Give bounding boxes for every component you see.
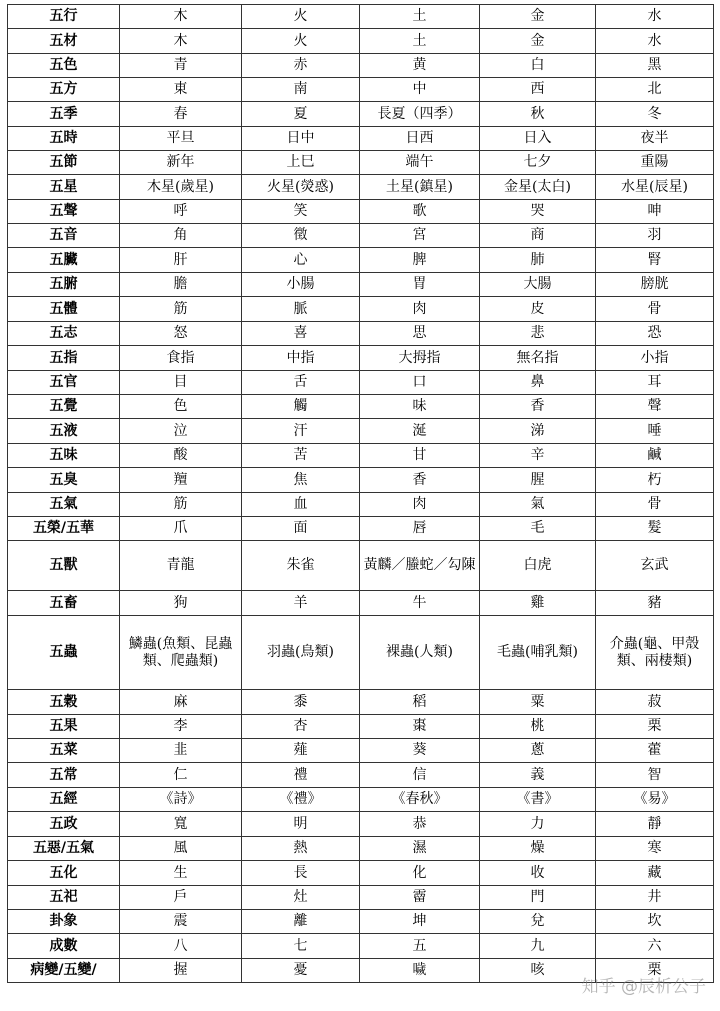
table-cell: 門 — [480, 886, 596, 910]
table-cell: 骨 — [596, 493, 714, 517]
table-cell: 恐 — [596, 322, 714, 346]
table-cell: 青龍 — [120, 541, 242, 591]
table-cell: 羽蟲(鳥類) — [242, 616, 360, 690]
table-cell: 涎 — [360, 419, 480, 444]
row-header-cell: 五志 — [8, 322, 120, 346]
table-cell: 唾 — [596, 419, 714, 444]
table-cell: 坎 — [596, 910, 714, 934]
table-cell: 血 — [242, 493, 360, 517]
table-cell: 裸蟲(人類) — [360, 616, 480, 690]
table-cell: 杏 — [242, 715, 360, 739]
table-cell: 面 — [242, 517, 360, 541]
table-cell: 心 — [242, 248, 360, 273]
table-cell: 五 — [360, 934, 480, 959]
table-cell: 歌 — [360, 200, 480, 224]
table-cell: 無名指 — [480, 346, 596, 371]
table-row — [8, 690, 714, 715]
row-header-cell: 五獸 — [8, 541, 120, 591]
table-cell: 寬 — [120, 812, 242, 837]
table-cell: 冬 — [596, 102, 714, 127]
row-header-cell: 五臟 — [8, 248, 120, 273]
table-cell: 水 — [596, 29, 714, 54]
table-cell: 朽 — [596, 468, 714, 493]
table-row — [8, 493, 714, 517]
table-cell: 明 — [242, 812, 360, 837]
table-row — [8, 273, 714, 297]
table-cell: 大腸 — [480, 273, 596, 297]
row-header-cell: 五音 — [8, 224, 120, 248]
watermark: 知乎 @辰析公子 — [581, 977, 706, 997]
table-cell: 小腸 — [242, 273, 360, 297]
row-header-cell: 五覺 — [8, 395, 120, 419]
table-cell: 黑 — [596, 54, 714, 78]
table-cell: 鹹 — [596, 444, 714, 468]
row-header-cell: 五菜 — [8, 739, 120, 763]
table-row — [8, 78, 714, 102]
table-cell: 仁 — [120, 763, 242, 788]
table-cell: 鼻 — [480, 371, 596, 395]
table-cell: 《禮》 — [242, 788, 360, 812]
table-cell: 毛蟲(哺乳類) — [480, 616, 596, 690]
table-row — [8, 934, 714, 959]
table-row — [8, 5, 714, 29]
table-cell: 土星(鎮星) — [360, 175, 480, 200]
table-cell: 羊 — [242, 591, 360, 616]
table-cell: 中 — [360, 78, 480, 102]
table-cell: 小指 — [596, 346, 714, 371]
table-cell: 信 — [360, 763, 480, 788]
row-header-cell: 五政 — [8, 812, 120, 837]
table-cell: 藿 — [596, 739, 714, 763]
table-cell: 熱 — [242, 837, 360, 861]
row-header-cell: 五液 — [8, 419, 120, 444]
table-cell: 葵 — [360, 739, 480, 763]
table-cell: 涕 — [480, 419, 596, 444]
table-cell: 焦 — [242, 468, 360, 493]
table-cell: 中指 — [242, 346, 360, 371]
table-cell: 戶 — [120, 886, 242, 910]
table-cell: 肺 — [480, 248, 596, 273]
table-cell: 化 — [360, 861, 480, 886]
table-cell: 栗 — [596, 959, 714, 983]
table-cell: 金 — [480, 5, 596, 29]
table-row — [8, 224, 714, 248]
table-cell: 悲 — [480, 322, 596, 346]
table-cell: 舌 — [242, 371, 360, 395]
table-cell: 夏 — [242, 102, 360, 127]
five-elements-table — [7, 4, 714, 983]
table-cell: 新年 — [120, 151, 242, 175]
table-cell: 徵 — [242, 224, 360, 248]
table-cell: 呻 — [596, 200, 714, 224]
table-cell: 雞 — [480, 591, 596, 616]
table-cell: 噦 — [360, 959, 480, 983]
table-cell: 腎 — [596, 248, 714, 273]
table-cell: 目 — [120, 371, 242, 395]
table-cell: 鱗蟲(魚類、昆蟲類、爬蟲類) — [120, 616, 242, 690]
table-cell: 棗 — [360, 715, 480, 739]
table-cell: 平旦 — [120, 127, 242, 151]
table-cell: 思 — [360, 322, 480, 346]
row-header-cell: 五聲 — [8, 200, 120, 224]
table-cell: 木 — [120, 5, 242, 29]
table-cell: 離 — [242, 910, 360, 934]
table-cell: 六 — [596, 934, 714, 959]
table-cell: 咳 — [480, 959, 596, 983]
row-header-cell: 五星 — [8, 175, 120, 200]
row-header-cell: 五季 — [8, 102, 120, 127]
row-header-cell: 五方 — [8, 78, 120, 102]
row-header-cell: 五惡/五氣 — [8, 837, 120, 861]
table-cell: 收 — [480, 861, 596, 886]
table-cell: 東 — [120, 78, 242, 102]
table-cell: 義 — [480, 763, 596, 788]
table-cell: 膀胱 — [596, 273, 714, 297]
table-cell: 恭 — [360, 812, 480, 837]
row-header-cell: 五官 — [8, 371, 120, 395]
table-cell: 呼 — [120, 200, 242, 224]
table-row — [8, 151, 714, 175]
row-header-cell: 五祀 — [8, 886, 120, 910]
table-cell: 南 — [242, 78, 360, 102]
table-row — [8, 763, 714, 788]
table-cell: 秋 — [480, 102, 596, 127]
table-cell: 《詩》 — [120, 788, 242, 812]
row-header-cell: 五節 — [8, 151, 120, 175]
table-cell: 皮 — [480, 297, 596, 322]
table-row — [8, 200, 714, 224]
table-cell: 日中 — [242, 127, 360, 151]
table-cell: 辛 — [480, 444, 596, 468]
table-cell: 泣 — [120, 419, 242, 444]
table-cell: 麻 — [120, 690, 242, 715]
row-header-cell: 五色 — [8, 54, 120, 78]
table-cell: 火 — [242, 29, 360, 54]
table-cell: 角 — [120, 224, 242, 248]
table-cell: 《書》 — [480, 788, 596, 812]
table-cell: 羽 — [596, 224, 714, 248]
table-cell: 憂 — [242, 959, 360, 983]
table-cell: 黃麟／螣蛇／勾陳 — [360, 541, 480, 591]
table-cell: 肉 — [360, 297, 480, 322]
table-cell: 七夕 — [480, 151, 596, 175]
table-cell: 栗 — [596, 715, 714, 739]
row-header-cell: 五化 — [8, 861, 120, 886]
table-cell: 坤 — [360, 910, 480, 934]
table-cell: 耳 — [596, 371, 714, 395]
table-cell: 端午 — [360, 151, 480, 175]
table-cell: 上巳 — [242, 151, 360, 175]
row-header-cell: 五行 — [8, 5, 120, 29]
table-cell: 黄 — [360, 54, 480, 78]
row-header-cell: 五材 — [8, 29, 120, 54]
table-cell: 香 — [360, 468, 480, 493]
table-cell: 《春秋》 — [360, 788, 480, 812]
row-header-cell: 五經 — [8, 788, 120, 812]
row-header-cell: 五穀 — [8, 690, 120, 715]
table-row — [8, 739, 714, 763]
row-header-cell: 五臭 — [8, 468, 120, 493]
table-cell: 玄武 — [596, 541, 714, 591]
table-cell: 青 — [120, 54, 242, 78]
table-cell: 土 — [360, 29, 480, 54]
table-cell: 井 — [596, 886, 714, 910]
table-cell: 智 — [596, 763, 714, 788]
table-cell: 赤 — [242, 54, 360, 78]
table-cell: 長夏（四季） — [360, 102, 480, 127]
table-cell: 色 — [120, 395, 242, 419]
table-cell: 羶 — [120, 468, 242, 493]
table-row — [8, 959, 714, 983]
table-cell: 重陽 — [596, 151, 714, 175]
table-cell: 食指 — [120, 346, 242, 371]
table-cell: 夜半 — [596, 127, 714, 151]
table-row — [8, 616, 714, 690]
table-row — [8, 886, 714, 910]
table-cell: 白 — [480, 54, 596, 78]
table-cell: 西 — [480, 78, 596, 102]
table-cell: 黍 — [242, 690, 360, 715]
table-row — [8, 395, 714, 419]
row-header-cell: 五果 — [8, 715, 120, 739]
table-cell: 金 — [480, 29, 596, 54]
table-cell: 靜 — [596, 812, 714, 837]
table-row — [8, 127, 714, 151]
table-cell: 菽 — [596, 690, 714, 715]
table-cell: 肉 — [360, 493, 480, 517]
row-header-cell: 五榮/五華 — [8, 517, 120, 541]
table-cell: 粟 — [480, 690, 596, 715]
table-cell: 味 — [360, 395, 480, 419]
row-header-cell: 五蟲 — [8, 616, 120, 690]
table-row — [8, 837, 714, 861]
table-cell: 禮 — [242, 763, 360, 788]
table-cell: 木星(歲星) — [120, 175, 242, 200]
table-cell: 蔥 — [480, 739, 596, 763]
table-cell: 九 — [480, 934, 596, 959]
table-cell: 火 — [242, 5, 360, 29]
row-header-cell: 五氣 — [8, 493, 120, 517]
table-cell: 李 — [120, 715, 242, 739]
table-cell: 筋 — [120, 297, 242, 322]
table-cell: 桃 — [480, 715, 596, 739]
table-cell: 氣 — [480, 493, 596, 517]
table-cell: 脾 — [360, 248, 480, 273]
table-cell: 介蟲(龜、甲殼類、兩棲類) — [596, 616, 714, 690]
table-cell: 香 — [480, 395, 596, 419]
table-cell: 寒 — [596, 837, 714, 861]
table-row — [8, 517, 714, 541]
table-cell: 狗 — [120, 591, 242, 616]
table-cell: 膽 — [120, 273, 242, 297]
table-row — [8, 910, 714, 934]
table-cell: 聲 — [596, 395, 714, 419]
row-header-cell: 五畜 — [8, 591, 120, 616]
table-cell: 口 — [360, 371, 480, 395]
table-cell: 北 — [596, 78, 714, 102]
row-header-cell: 五時 — [8, 127, 120, 151]
table-cell: 商 — [480, 224, 596, 248]
table-cell: 怒 — [120, 322, 242, 346]
table-cell: 兌 — [480, 910, 596, 934]
table-cell: 脈 — [242, 297, 360, 322]
table-cell: 七 — [242, 934, 360, 959]
table-cell: 牛 — [360, 591, 480, 616]
table-cell: 震 — [120, 910, 242, 934]
table-cell: 酸 — [120, 444, 242, 468]
table-row — [8, 419, 714, 444]
table-cell: 觸 — [242, 395, 360, 419]
table-row — [8, 541, 714, 591]
table-row — [8, 444, 714, 468]
table-row — [8, 248, 714, 273]
table-row — [8, 371, 714, 395]
table-cell: 腥 — [480, 468, 596, 493]
table-cell: 長 — [242, 861, 360, 886]
table-cell: 毛 — [480, 517, 596, 541]
table-row — [8, 29, 714, 54]
table-row — [8, 346, 714, 371]
table-cell: 豬 — [596, 591, 714, 616]
table-cell: 筋 — [120, 493, 242, 517]
table-cell: 韭 — [120, 739, 242, 763]
table-cell: 朱雀 — [242, 541, 360, 591]
table-cell: 唇 — [360, 517, 480, 541]
table-cell: 白虎 — [480, 541, 596, 591]
table-cell: 宮 — [360, 224, 480, 248]
table-cell: 肝 — [120, 248, 242, 273]
table-row — [8, 861, 714, 886]
row-header-cell: 五常 — [8, 763, 120, 788]
row-header-cell: 卦象 — [8, 910, 120, 934]
table-row — [8, 591, 714, 616]
table-cell: 握 — [120, 959, 242, 983]
table-cell: 日西 — [360, 127, 480, 151]
table-cell: 稻 — [360, 690, 480, 715]
table-cell: 喜 — [242, 322, 360, 346]
table-row — [8, 322, 714, 346]
table-cell: 力 — [480, 812, 596, 837]
table-cell: 骨 — [596, 297, 714, 322]
table-cell: 風 — [120, 837, 242, 861]
table-row — [8, 175, 714, 200]
table-row — [8, 102, 714, 127]
table-row — [8, 468, 714, 493]
table-cell: 火星(熒惑) — [242, 175, 360, 200]
table-cell: 苦 — [242, 444, 360, 468]
table-cell: 薤 — [242, 739, 360, 763]
row-header-cell: 病變/五變/ — [8, 959, 120, 983]
table-cell: 藏 — [596, 861, 714, 886]
row-header-cell: 五腑 — [8, 273, 120, 297]
table-cell: 胃 — [360, 273, 480, 297]
table-cell: 木 — [120, 29, 242, 54]
row-header-cell: 五指 — [8, 346, 120, 371]
table-row — [8, 788, 714, 812]
table-cell: 水 — [596, 5, 714, 29]
table-cell: 哭 — [480, 200, 596, 224]
table-cell: 八 — [120, 934, 242, 959]
table-cell: 笑 — [242, 200, 360, 224]
table-container — [7, 4, 713, 983]
table-row — [8, 54, 714, 78]
table-row — [8, 715, 714, 739]
table-cell: 甘 — [360, 444, 480, 468]
table-cell: 生 — [120, 861, 242, 886]
table-cell: 爪 — [120, 517, 242, 541]
row-header-cell: 成數 — [8, 934, 120, 959]
table-cell: 日入 — [480, 127, 596, 151]
table-cell: 霤 — [360, 886, 480, 910]
table-cell: 髮 — [596, 517, 714, 541]
table-cell: 金星(太白) — [480, 175, 596, 200]
table-cell: 土 — [360, 5, 480, 29]
table-row — [8, 812, 714, 837]
row-header-cell: 五體 — [8, 297, 120, 322]
table-cell: 水星(辰星) — [596, 175, 714, 200]
table-cell: 春 — [120, 102, 242, 127]
table-cell: 灶 — [242, 886, 360, 910]
table-cell: 《易》 — [596, 788, 714, 812]
row-header-cell: 五味 — [8, 444, 120, 468]
table-cell: 汗 — [242, 419, 360, 444]
table-cell: 大拇指 — [360, 346, 480, 371]
table-row — [8, 297, 714, 322]
table-cell: 濕 — [360, 837, 480, 861]
table-cell: 燥 — [480, 837, 596, 861]
